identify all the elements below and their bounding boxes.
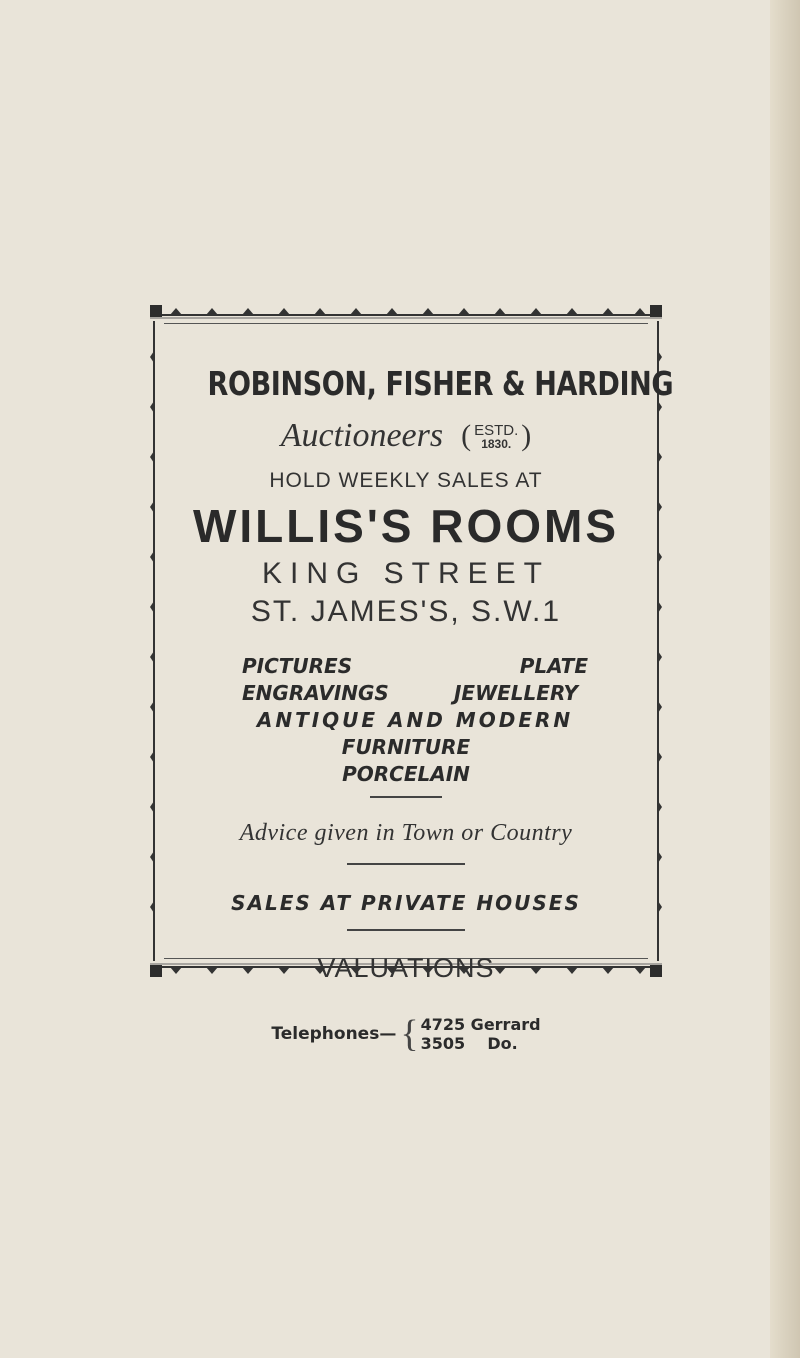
goods-furniture: FURNITURE xyxy=(341,735,471,759)
corner-ornament xyxy=(650,965,662,977)
goods-antique-modern: ANTIQUE AND MODERN xyxy=(256,708,574,732)
telephone-number-1: 4725 Gerrard xyxy=(420,1015,541,1034)
auctioneers-line xyxy=(164,417,648,455)
valuations-line: VALUATIONS xyxy=(317,953,495,983)
rooms-heading: WILLIS'S ROOMS xyxy=(192,500,620,552)
telephone-number-2: 3505 Do. xyxy=(420,1034,518,1053)
goods-plate: PLATE xyxy=(519,654,588,678)
brace-glyph: { xyxy=(400,1013,419,1055)
telephones-block xyxy=(164,1012,648,1056)
auctioneer-advertisement xyxy=(150,305,674,1055)
divider-rule xyxy=(347,863,465,865)
auctioneers-label: Auctioneers xyxy=(280,417,444,454)
goods-jewellery: JEWELLERY xyxy=(453,681,578,705)
corner-ornament xyxy=(150,305,162,317)
established-badge: ( ESTD. 1830. ) xyxy=(461,419,532,452)
divider-rule xyxy=(370,796,442,798)
private-sales-line: SALES AT PRIVATE HOUSES xyxy=(231,891,581,915)
divider-rule xyxy=(347,929,465,931)
ornamental-border-left xyxy=(150,321,158,961)
ornamental-border-top xyxy=(150,305,662,319)
hold-sales-line: HOLD WEEKLY SALES AT xyxy=(269,469,543,492)
street-line: KING STREET xyxy=(261,557,551,590)
goods-porcelain: PORCELAIN xyxy=(342,762,470,786)
corner-ornament xyxy=(150,965,162,977)
page-edge xyxy=(770,0,800,1358)
locality-line: ST. JAMES'S, S.W.1 xyxy=(250,595,562,628)
telephone-numbers xyxy=(421,1015,541,1053)
goods-row-2 xyxy=(164,680,648,707)
goods-pictures: PICTURES xyxy=(242,654,353,678)
telephones-label: Telephones— xyxy=(271,1024,397,1044)
established-year: 1830. xyxy=(481,436,512,451)
goods-row-1 xyxy=(164,653,648,680)
advice-line: Advice given in Town or Country xyxy=(239,820,573,846)
corner-ornament xyxy=(650,305,662,317)
established-label: ESTD. xyxy=(474,421,519,439)
advertisement-body xyxy=(164,323,674,1055)
ornamental-border-right xyxy=(654,321,662,961)
firm-name: ROBINSON, FISHER & HARDING xyxy=(207,364,674,403)
goods-engravings: ENGRAVINGS xyxy=(242,681,389,705)
